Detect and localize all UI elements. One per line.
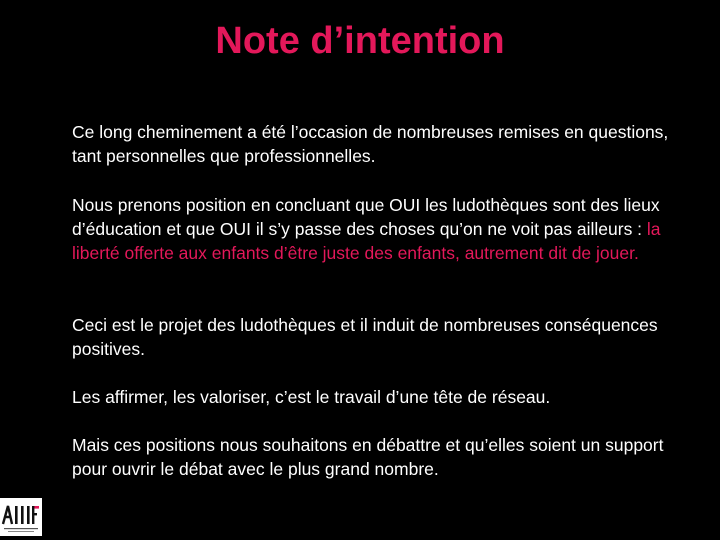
highlight-liberte-enfants: la liberté offerte aux enfants d’être juste des enfants, autrement dit de jouer.: [72, 219, 661, 263]
paragraph-projet-ludotheques: Ceci est le projet des ludothèques et il induit de nombreuses conséquences positives.: [72, 315, 658, 359]
paragraph-debat: Mais ces positions nous souhaitons en débattre et qu’elles soient un support pour ouvrir le débat avec le plus grand nombre.: [72, 435, 664, 479]
paragraph-tete-de-reseau: Les affirmer, les valoriser, c’est le travail d’une tête de réseau.: [72, 387, 551, 407]
alf-logo: [0, 498, 42, 536]
slide-title: Note d’intention: [215, 20, 505, 62]
alf-logo-icon: [0, 498, 42, 536]
paragraph-remises-en-questions: Ce long cheminement a été l’occasion de nombreuses remises en questions, tant personnelles que professionnelles.: [72, 122, 669, 166]
paragraph-prise-de-position-text: Nous prenons position en concluant que OUI les ludothèques sont des lieux d’éducation et que OUI il s’y passe des choses qu’on ne voit pas ailleurs :: [72, 195, 660, 239]
paragraph-prise-de-position: [72, 193, 672, 265]
